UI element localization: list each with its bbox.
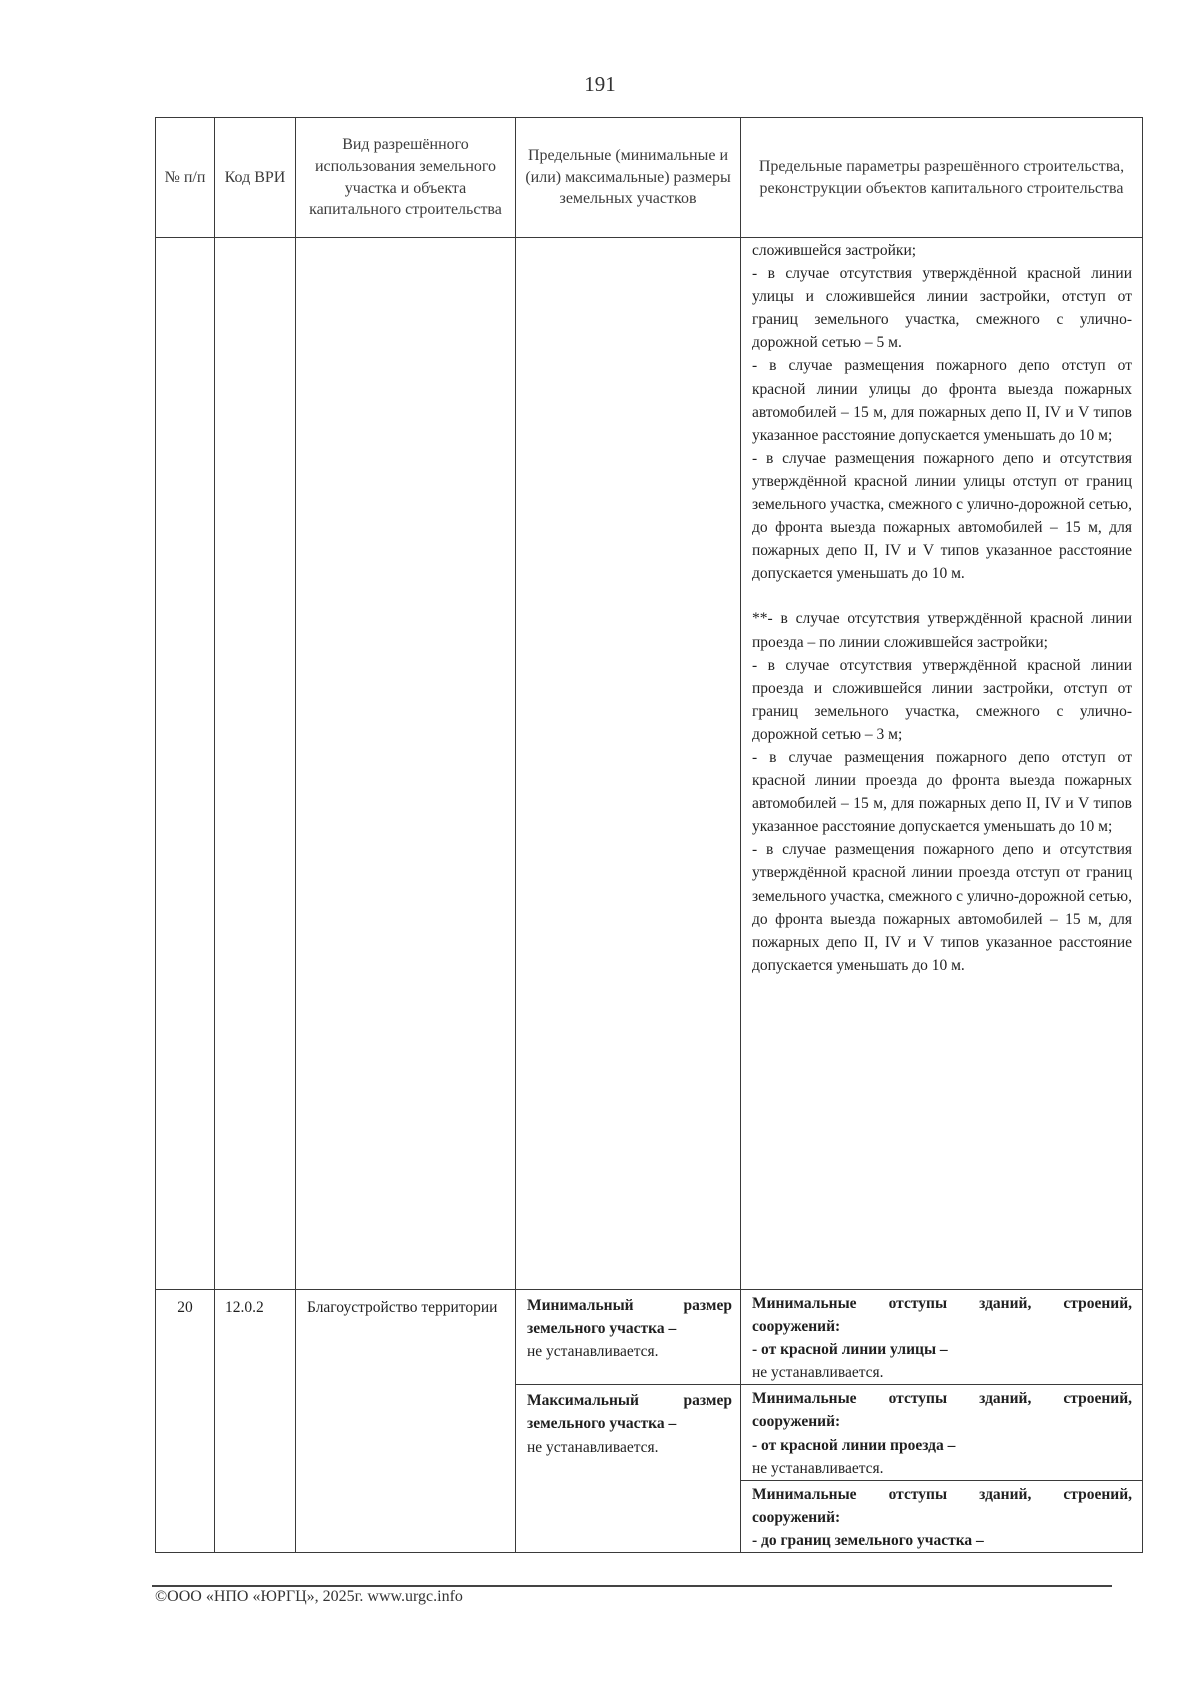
param-line: - от красной линии улицы – xyxy=(752,1341,948,1359)
param-cell-1 xyxy=(741,1290,1143,1385)
empty-cell xyxy=(516,238,741,1290)
param-line: - от красной линии проезда – xyxy=(752,1436,956,1454)
paragraph: - в случае размещения пожарного депо отступ от красной линии проезда до фронта выезда пожарных автомобилей – 15 м, для пожарных депо II, IV и V типов указанное расстояние допускается уменьшать до 10 м; xyxy=(752,748,1132,836)
table-header-row xyxy=(156,118,1143,238)
param-title: Минимальные отступы зданий, строений, сооружений: xyxy=(752,1295,1132,1336)
row-number: 20 xyxy=(156,1290,215,1553)
min-size-title: Минимальный размер земельного участка – xyxy=(527,1297,732,1338)
max-size-value: не устанавливается. xyxy=(527,1438,659,1456)
table-row-20 xyxy=(156,1290,1143,1385)
regulations-table xyxy=(155,117,1143,1553)
header-use-type: Вид разрешённого использования земельного участка и объекта капитального строительства xyxy=(296,118,516,238)
page-number: 191 xyxy=(584,72,616,96)
header-num: № п/п xyxy=(156,118,215,238)
paragraph: - в случае размещения пожарного депо отступ от красной линии улицы до фронта выезда пожарных автомобилей – 15 м, для пожарных депо II, IV и V типов указанное расстояние допускается уменьшать до 10 м; xyxy=(752,357,1132,444)
param-line: - до границ земельного участка – xyxy=(752,1531,984,1549)
param-title: Минимальные отступы зданий, строений, сооружений: xyxy=(752,1390,1132,1431)
param-cell-3 xyxy=(741,1480,1143,1552)
param-value: не устанавливается. xyxy=(752,1459,884,1477)
row-code: 12.0.2 xyxy=(215,1290,296,1553)
empty-cell xyxy=(156,238,215,1290)
paragraph: сложившейся застройки; xyxy=(752,242,917,259)
footer-divider xyxy=(152,1585,1112,1587)
footer-copyright: ©ООО «НПО «ЮРГЦ», 2025г. www.urgc.info xyxy=(155,1588,463,1605)
header-parameters: Предельные параметры разрешённого строительства, реконструкции объектов капитального строительства xyxy=(741,118,1143,238)
header-code: Код ВРИ xyxy=(215,118,296,238)
row-use-type: Благоустройство территории xyxy=(296,1290,516,1553)
max-size-cell xyxy=(516,1385,741,1553)
min-size-cell xyxy=(516,1290,741,1385)
empty-cell xyxy=(296,238,516,1290)
min-size-value: не устанавливается. xyxy=(527,1343,659,1361)
paragraph: - в случае размещения пожарного депо и отсутствия утверждённой красной линии улицы отступ от границ земельного участка, смежного с улично-дорожной сетью, до фронта выезда пожарных автомобилей – 15 м, для пожарных депо II, IV и V типов указанное расстояние допускается уменьшать до 10 м. xyxy=(752,449,1132,583)
header-plot-sizes: Предельные (минимальные и (или) максимальные) размеры земельных участков xyxy=(516,118,741,238)
paragraph: - в случае размещения пожарного депо и отсутствия утверждённой красной линии проезда отступ от границ земельного участка, смежного с улично-дорожной сетью, до фронта выезда пожарных автомобилей – 15 м, для пожарных депо II, IV и V типов указанное расстояние допускается уменьшать до 10 м. xyxy=(752,841,1132,974)
param-title: Минимальные отступы зданий, строений, сооружений: xyxy=(752,1485,1132,1526)
max-size-title: Максимальный размер земельного участка – xyxy=(527,1392,732,1433)
paragraph: - в случае отсутствия утверждённой красной линии проезда и сложившейся линии застройки, отступ от границ земельного участка, смежного с улично-дорожной сетью – 3 м; xyxy=(752,656,1132,743)
param-value: не устанавливается. xyxy=(752,1364,884,1382)
param-cell-2 xyxy=(741,1385,1143,1480)
paragraph: - в случае отсутствия утверждённой красной линии улицы и сложившейся линии застройки, отступ от границ земельного участка, смежного с улично-дорожной сетью – 5 м. xyxy=(752,265,1132,352)
paragraph: **- в случае отсутствия утверждённой красной линии проезда – по линии сложившейся застройки; xyxy=(752,610,1132,651)
continued-parameters-cell xyxy=(741,238,1143,1290)
continued-row xyxy=(156,238,1143,1290)
empty-cell xyxy=(215,238,296,1290)
